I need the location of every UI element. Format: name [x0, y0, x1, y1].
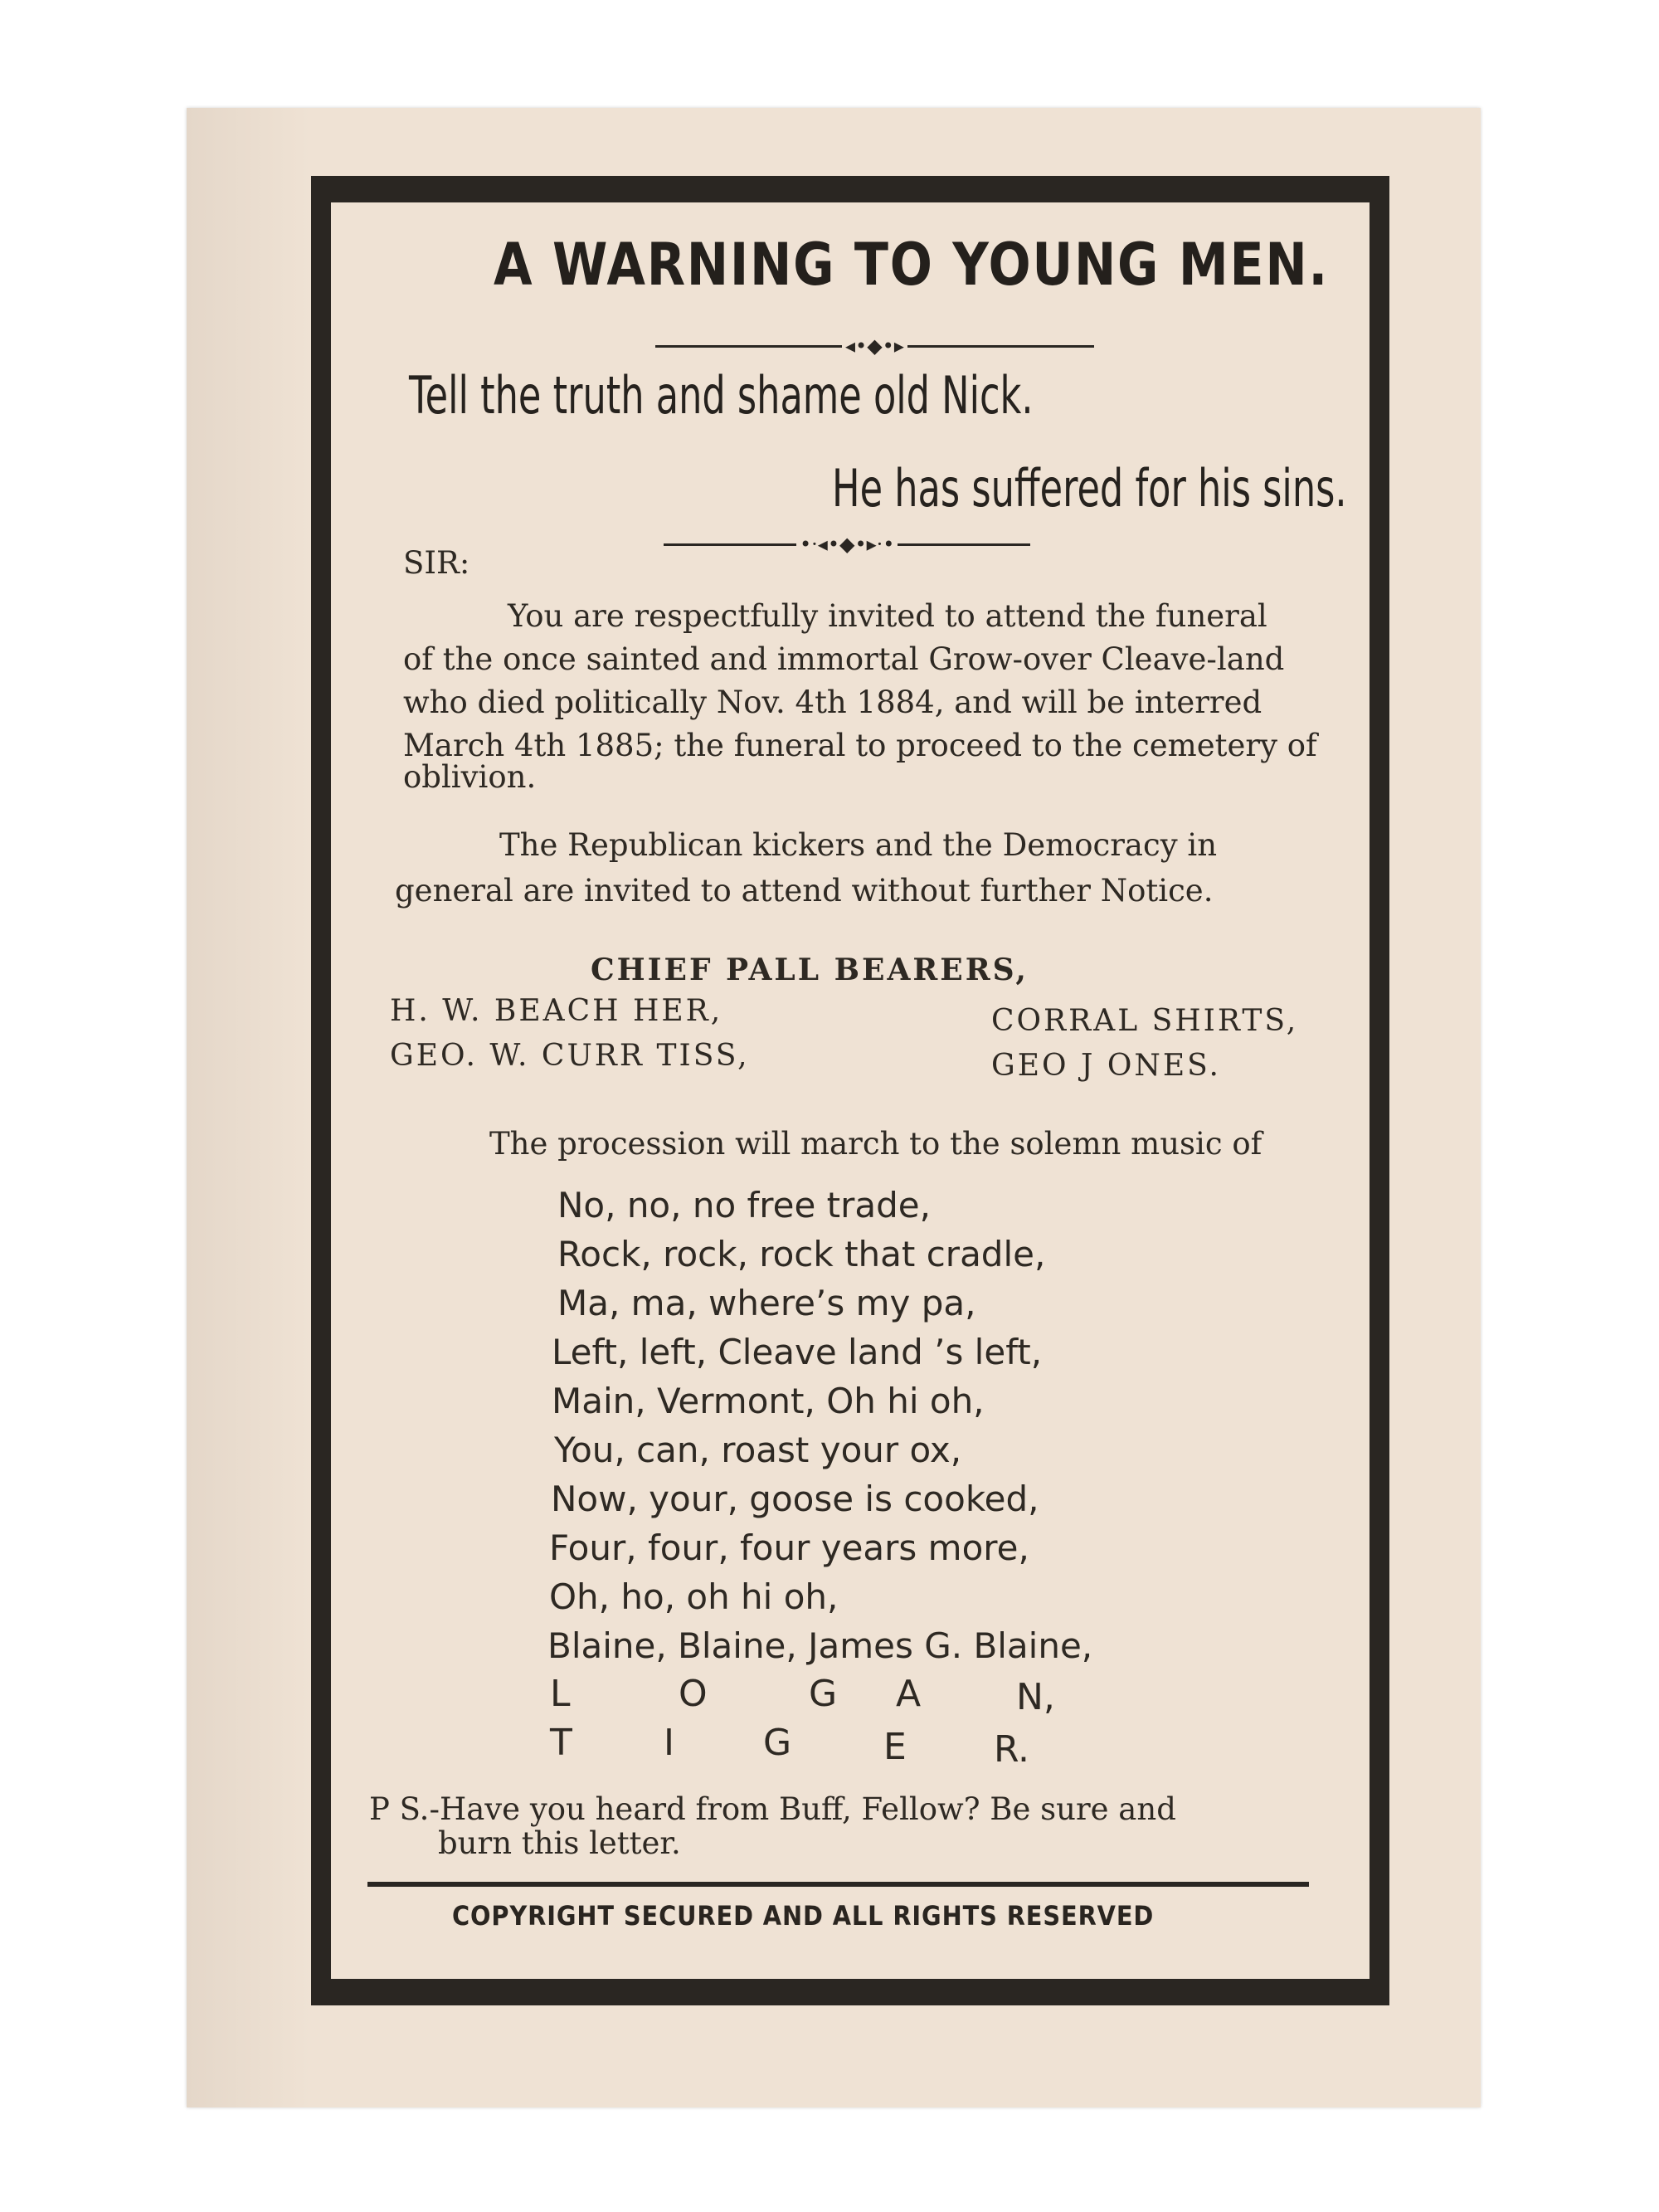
song-line-6: You, can, roast your ox,	[554, 1430, 962, 1470]
motto-line-1: Tell the truth and shame old Nick.	[409, 365, 1034, 426]
paragraph1-line4: March 4th 1885; the funeral to proceed to the cemetery of	[403, 728, 1317, 763]
tiger-letter: R.	[994, 1728, 1029, 1771]
logan-letter: A	[896, 1673, 922, 1715]
logan-letter: L	[550, 1673, 571, 1715]
tiger-letter: T	[550, 1722, 572, 1764]
song-line-3: Ma, ma, where’s my pa,	[557, 1283, 976, 1323]
ornamental-rule-1	[655, 336, 1094, 356]
paragraph2-line2: general are invited to attend without further Notice.	[395, 873, 1214, 909]
song-line-10: Blaine, Blaine, James G. Blaine,	[547, 1625, 1093, 1666]
ornamental-rule-2	[664, 534, 1030, 554]
paragraph1-line2: of the once sainted and immortal Grow-over Cleave-land	[403, 641, 1285, 677]
salutation: SIR:	[403, 545, 470, 581]
paragraph1-line3: who died politically Nov. 4th 1884, and will be interred	[403, 685, 1262, 720]
tiger-letter: G	[763, 1722, 792, 1764]
song-line-9: Oh, ho, oh hi oh,	[549, 1576, 839, 1617]
copyright-notice: COPYRIGHT SECURED AND ALL RIGHTS RESERVED	[452, 1900, 1155, 1932]
pallbearer-left-2: GEO. W. CURR TISS,	[390, 1039, 750, 1073]
song-line-4: Left, left, Cleave land ’s left,	[552, 1332, 1043, 1372]
mourning-border	[311, 176, 1389, 2005]
pallbearer-right-2: GEO J ONES.	[991, 1049, 1221, 1083]
song-line-2: Rock, rock, rock that cradle,	[557, 1234, 1046, 1274]
paragraph2-line1: The Republican kickers and the Democracy in	[499, 827, 1218, 863]
ornament-icon: •·◂•◆•▸·•	[800, 533, 895, 556]
postscript-line-2: burn this letter.	[438, 1825, 681, 1861]
paragraph1-line5: oblivion.	[403, 759, 537, 795]
logan-letter: G	[809, 1673, 838, 1715]
motto-line-2: He has suffered for his sins.	[832, 458, 1347, 519]
song-line-8: Four, four, four years more,	[549, 1527, 1029, 1568]
document-title: A WARNING TO YOUNG MEN.	[494, 231, 1330, 299]
postscript-line-1: P S.-Have you heard from Buff, Fellow? Be sure and	[369, 1791, 1176, 1827]
ornament-icon: ◂•◆•▸	[845, 334, 904, 358]
song-line-7: Now, your, goose is cooked,	[551, 1479, 1039, 1519]
logan-letter: N,	[1016, 1676, 1055, 1718]
song-line-1: No, no, no free trade,	[557, 1185, 931, 1225]
pallbearer-right-1: CORRAL SHIRTS,	[991, 1004, 1299, 1038]
paragraph1-line1: You are respectfully invited to attend the funeral	[508, 598, 1267, 634]
pallbearers-heading: CHIEF PALL BEARERS,	[591, 953, 1029, 987]
song-line-5: Main, Vermont, Oh hi oh,	[552, 1381, 985, 1421]
tiger-letter: E	[883, 1726, 907, 1768]
footer-rule	[367, 1882, 1309, 1887]
logan-letter: O	[679, 1673, 708, 1715]
pallbearer-left-1: H. W. BEACH HER,	[390, 994, 723, 1028]
tiger-letter: I	[664, 1722, 674, 1764]
procession-intro: The procession will march to the solemn music of	[489, 1126, 1262, 1162]
